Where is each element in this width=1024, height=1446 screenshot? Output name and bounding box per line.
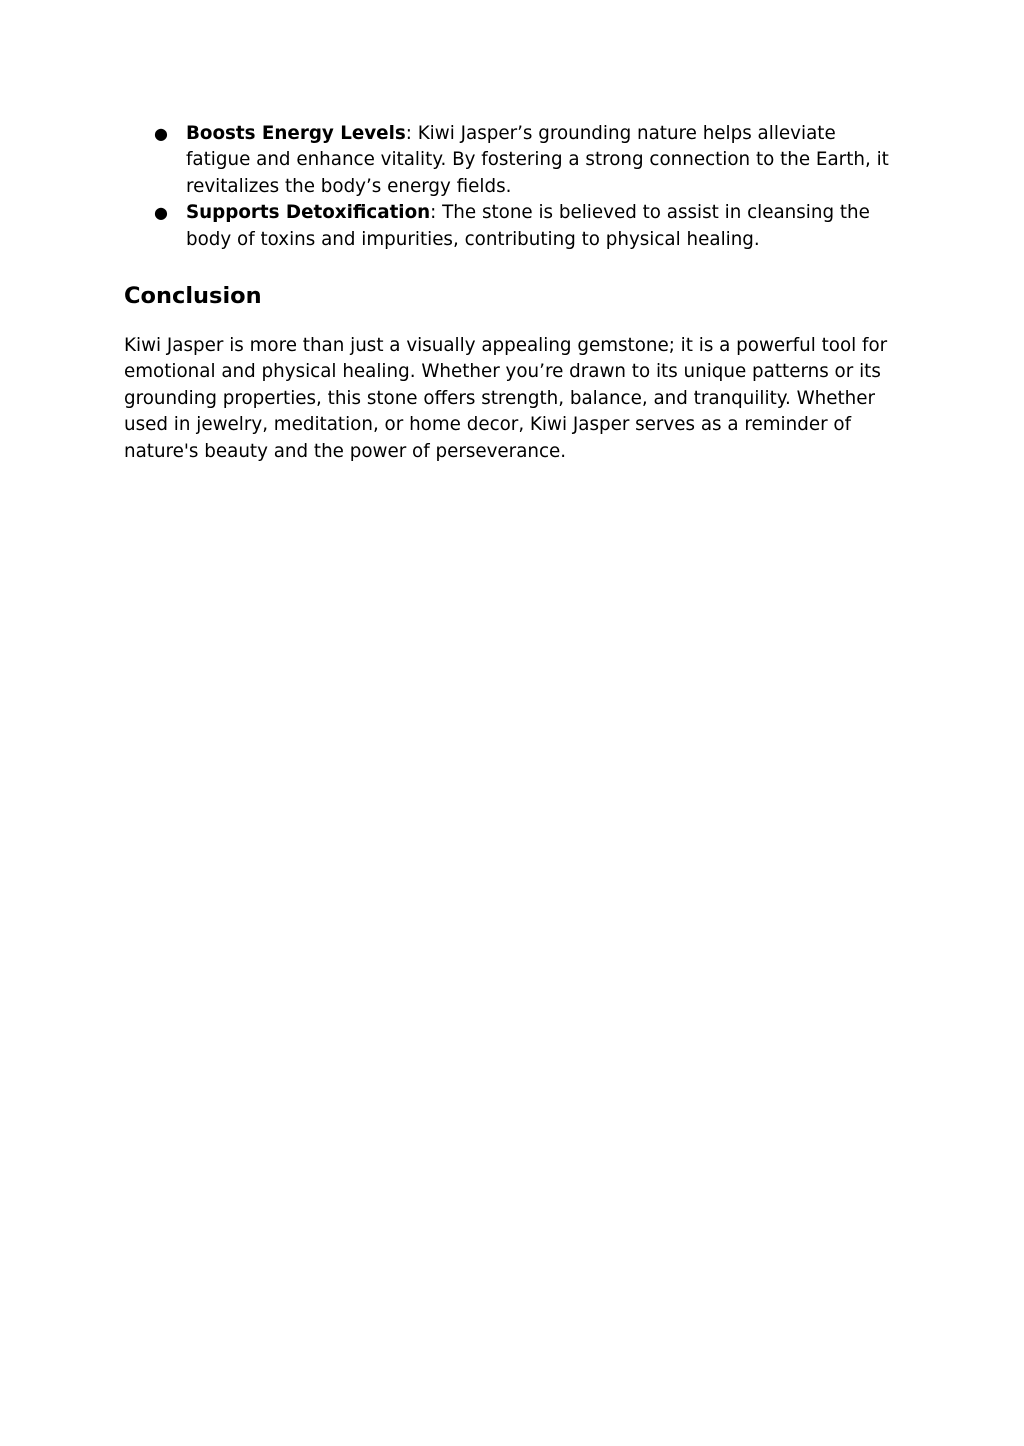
bullet-icon: ● <box>154 124 168 143</box>
conclusion-heading: Conclusion <box>124 283 262 310</box>
bullet-icon: ● <box>154 203 168 223</box>
bullet-text: : The stone is believed to assist in cleansing the body of toxins and impurities, contributing to physical healing. <box>186 202 870 250</box>
bullet-title: Supports Detoxification <box>186 202 431 224</box>
list-item <box>124 121 904 200</box>
conclusion-paragraph: Kiwi Jasper is more than just a visually appealing gemstone; it is a powerful tool for emotional and physical healing. Whether you’re drawn to its unique patterns or its grounding properties, this stone offers strength, balance, and tranquility. Whether used in jewelry, meditation, or home decor, Kiwi Jasper serves as a reminder of nature's beauty and the power of perseverance. <box>124 335 888 462</box>
list-item <box>124 200 904 253</box>
bullet-text: : Kiwi Jasper’s grounding nature helps alleviate fatigue and enhance vitality. By fostering a strong connection to the Earth, it revitalizes the body’s energy fields. <box>186 123 889 197</box>
bullet-title: Boosts Energy Levels <box>186 123 406 144</box>
document-page <box>124 121 904 465</box>
benefits-list <box>124 121 904 253</box>
